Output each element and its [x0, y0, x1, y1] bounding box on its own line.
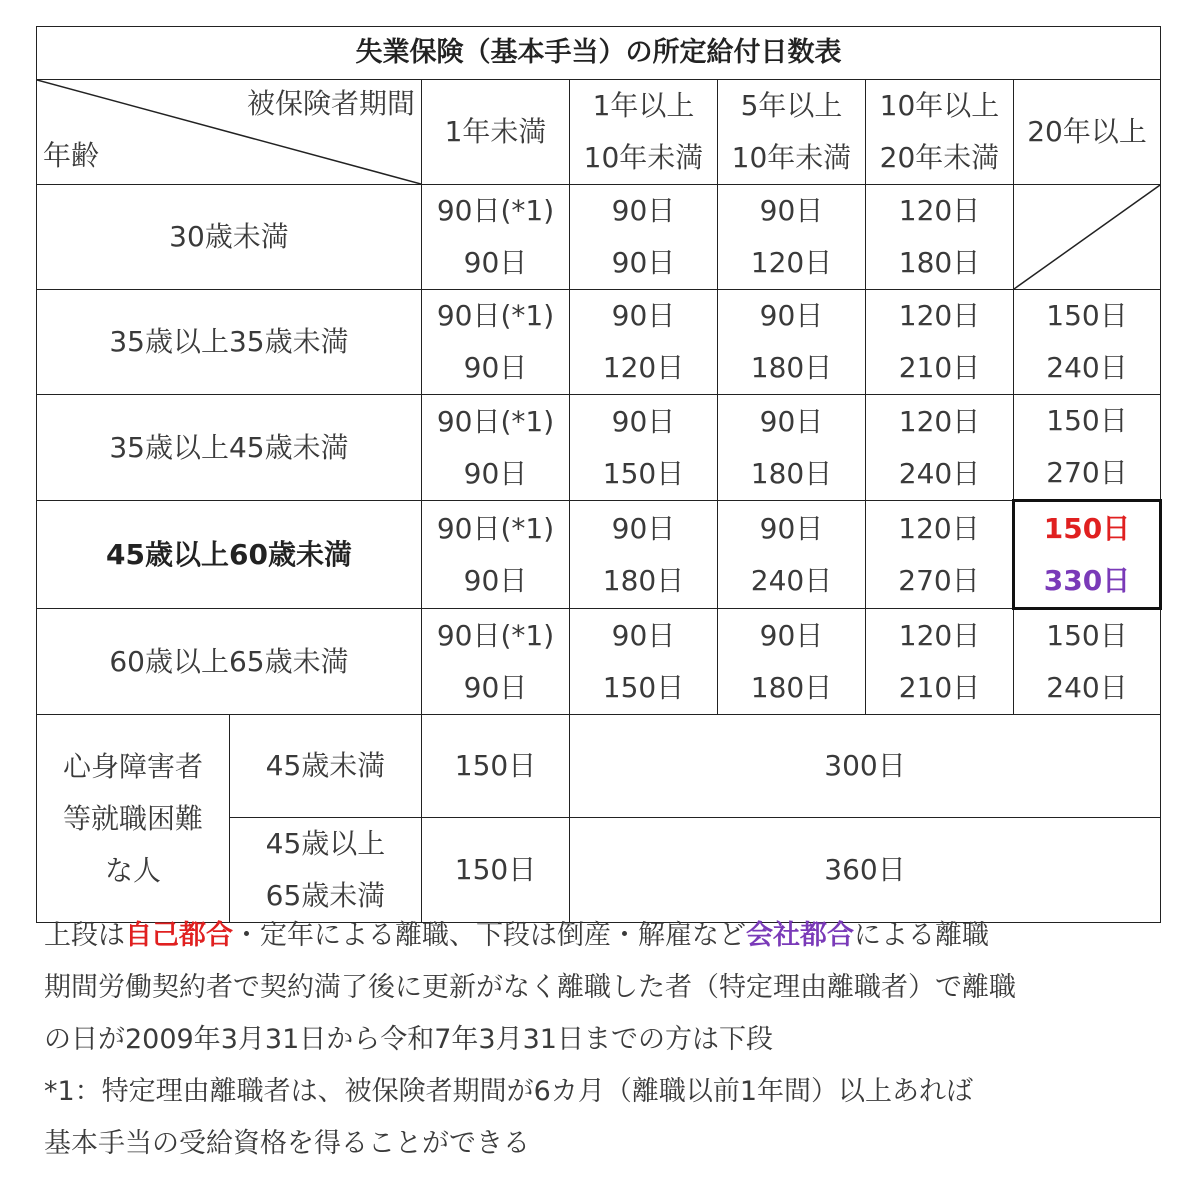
- footnotes: [44, 910, 1184, 1170]
- table-cell: 90日 180日: [718, 395, 866, 501]
- diagonal-slash: [1014, 185, 1160, 289]
- note-line: *1：特定理由離職者は、被保険者期間が6カ月（離職以前1年間）以上あれば: [44, 1076, 974, 1107]
- table-title: 失業保険（基本手当）の所定給付日数表: [37, 27, 1161, 80]
- table-cell: 90日 180日: [718, 609, 866, 715]
- table-cell: 90日 150日: [570, 395, 718, 501]
- table-cell: 90日 120日: [718, 185, 866, 290]
- highlighted-cell: [1014, 501, 1161, 609]
- table-row: [37, 715, 1161, 818]
- table-cell: 150日: [422, 818, 570, 923]
- table-row: [37, 395, 1161, 501]
- table-cell: 120日 210日: [866, 290, 1014, 395]
- table-cell: 150日: [422, 715, 570, 818]
- table-cell: 150日 240日: [1014, 290, 1161, 395]
- age-cell: 45歳以上 65歳未満: [230, 818, 422, 923]
- col-header: 5年以上 10年未満: [718, 80, 866, 185]
- table-cell: 90日 240日: [718, 501, 866, 609]
- table-cell: 90日 180日: [718, 290, 866, 395]
- self-reason-label: 自己都合: [125, 920, 233, 951]
- row-label: 35歳以上35歳未満: [37, 290, 422, 395]
- col-header: 1年以上 10年未満: [570, 80, 718, 185]
- table-cell: 150日 240日: [1014, 609, 1161, 715]
- row-label: 60歳以上65歳未満: [37, 609, 422, 715]
- table-cell: 90日(*1) 90日: [422, 185, 570, 290]
- header-diagonal-cell: [37, 80, 422, 185]
- note-line: の日が2009年3月31日から令和7年3月31日までの方は下段: [44, 1024, 773, 1055]
- table-cell: 90日(*1) 90日: [422, 395, 570, 501]
- not-applicable-cell: [1014, 185, 1161, 290]
- table-cell: 90日 150日: [570, 609, 718, 715]
- table-cell: 120日 270日: [866, 501, 1014, 609]
- table-row: [37, 501, 1161, 609]
- table-cell: 90日(*1) 90日: [422, 501, 570, 609]
- note-line: 期間労働契約者で契約満了後に更新がなく離職した者（特定理由離職者）で離職: [44, 972, 1016, 1003]
- age-label: 年齢: [43, 139, 100, 172]
- age-cell: 45歳未満: [230, 715, 422, 818]
- table-cell: 360日: [570, 818, 1161, 923]
- table-cell: 90日 120日: [570, 290, 718, 395]
- row-label: 30歳未満: [37, 185, 422, 290]
- table-row: [37, 290, 1161, 395]
- table-cell: 90日 180日: [570, 501, 718, 609]
- disabled-group-label: 心身障害者 等就職困難 な人: [37, 715, 230, 923]
- benefit-days-table: [36, 26, 1162, 923]
- note-line: 上段は自己都合・定年による離職、下段は倒産・解雇など会社都合による離職: [44, 920, 989, 951]
- table-row: [37, 609, 1161, 715]
- row-label: 35歳以上45歳未満: [37, 395, 422, 501]
- col-header: 20年以上: [1014, 80, 1161, 185]
- table-cell: 90日(*1) 90日: [422, 290, 570, 395]
- table-cell: 120日 180日: [866, 185, 1014, 290]
- table-row: [37, 185, 1161, 290]
- table-cell: 90日(*1) 90日: [422, 609, 570, 715]
- table-cell: 150日 270日: [1014, 395, 1161, 501]
- table-cell: 120日 240日: [866, 395, 1014, 501]
- row-label: 45歳以上60歳未満: [37, 501, 422, 609]
- table-cell: 300日: [570, 715, 1161, 818]
- insured-period-label: 被保険者期間: [246, 87, 415, 120]
- company-reason-days: 330日: [1043, 563, 1131, 597]
- self-reason-days: 150日: [1043, 511, 1131, 545]
- table-cell: 90日 90日: [570, 185, 718, 290]
- col-header: 1年未満: [422, 80, 570, 185]
- table-cell: 120日 210日: [866, 609, 1014, 715]
- company-reason-label: 会社都合: [746, 920, 854, 951]
- note-line: 基本手当の受給資格を得ることができる: [44, 1128, 530, 1159]
- col-header: 10年以上 20年未満: [866, 80, 1014, 185]
